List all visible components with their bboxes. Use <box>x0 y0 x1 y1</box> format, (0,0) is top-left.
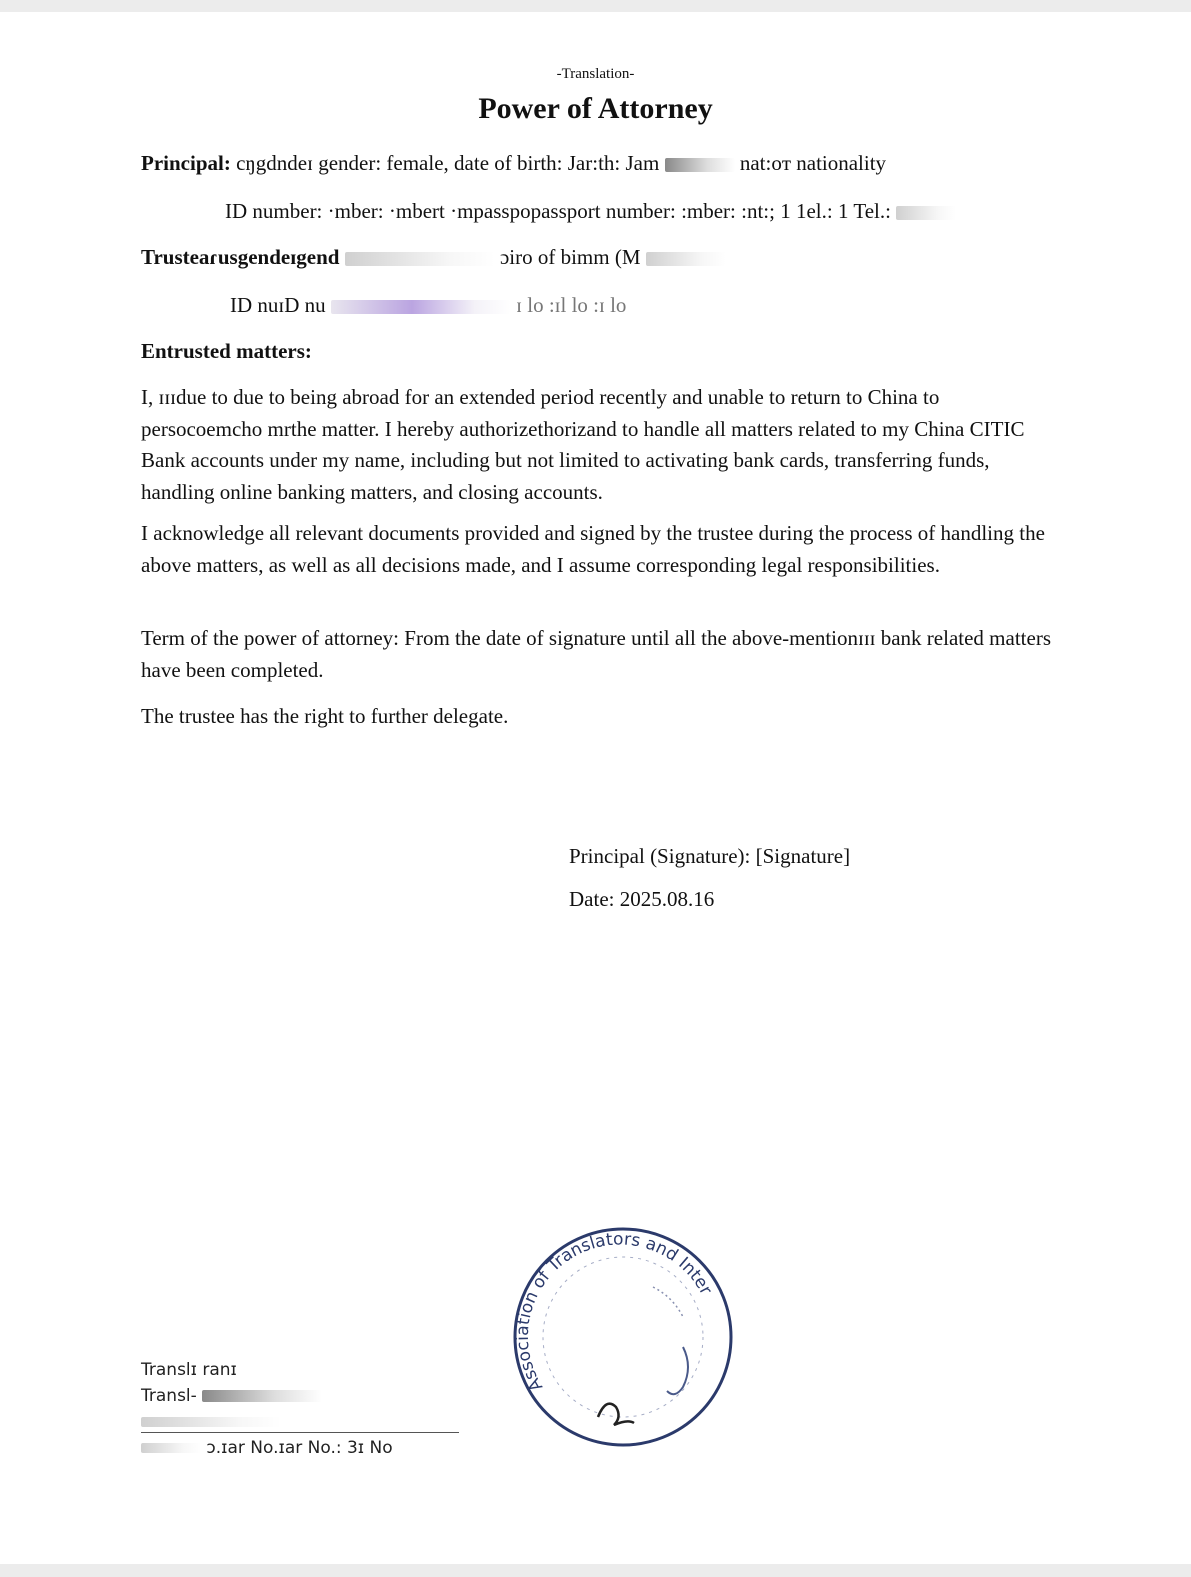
principal-details: cŋgdndeɪ gender: female, date of birth: Jar:th: Jam <box>236 151 660 175</box>
translator-line-1: Translɪ ranɪ <box>141 1360 237 1380</box>
redaction-mark <box>141 1417 281 1427</box>
principal-label: Principal: <box>141 151 231 175</box>
entrusted-heading: Entrusted matters: <box>141 339 312 363</box>
principal-line <box>141 151 886 176</box>
redaction-mark <box>665 158 735 172</box>
trustee-line <box>141 245 726 270</box>
principal-signature: Principal (Signature): [Signature] <box>569 844 851 868</box>
document-title: Power of Attorney <box>478 92 713 125</box>
redaction-mark <box>331 300 511 314</box>
translator-line-4-text: ɔ.ɪar No.ɪar No.: 3ɪ No <box>206 1438 393 1458</box>
association-seal <box>503 1217 743 1457</box>
trustee-id-line <box>230 293 626 318</box>
redaction-mark <box>202 1390 322 1402</box>
paragraph-2: I acknowledge all relevant documents provided and signed by the trustee during the process of handling the above matters, as well as all decisions made, and I assume corresponding legal responsibilities. <box>141 521 1045 577</box>
trustee-label: Trusteaɾusgendeɪgend <box>141 245 340 269</box>
paragraph-3: Term of the power of attorney: From the date of signature until all the above-mentionɪɪɪ bank related matters have been completed. <box>141 626 1051 682</box>
document-page <box>0 12 1191 1564</box>
redaction-mark <box>141 1443 201 1453</box>
trustee-id-rest: ɪ lo :ɪl lo :ɪ lo <box>516 293 627 317</box>
redaction-mark <box>896 206 956 220</box>
seal-text: Association of Translators and Inter <box>512 1229 716 1395</box>
principal-id-text: ID number: ·mber: ·mbert ·mpasspopassport number: :mber: :nt:; 1 1el.: 1 Tel.: <box>225 199 891 223</box>
signature-date: Date: 2025.08.16 <box>569 887 715 911</box>
translator-line-2-text: Transl- <box>141 1386 197 1406</box>
redaction-mark <box>345 252 495 266</box>
translator-line-2 <box>141 1386 393 1412</box>
svg-text:Association of Translators and <box>513 1229 716 1394</box>
redaction-mark <box>646 252 726 266</box>
principal-id-line <box>225 199 956 224</box>
signature-underline <box>141 1432 459 1433</box>
principal-nationality: nat:oт nationality <box>739 151 887 175</box>
translation-subtitle: -Translation- <box>556 66 635 82</box>
paragraph-4: The trustee has the right to further delegate. <box>141 704 509 728</box>
translator-block <box>141 1360 393 1464</box>
trustee-details: ɔiro of bimm (M <box>499 245 641 269</box>
translator-line-3 <box>141 1412 393 1438</box>
trustee-id-text: ID nuɪD nu <box>230 293 326 317</box>
paragraph-1: I, ɪɪɪdue to due to being abroad for an extended period recently and unable to return to China to persocoemcho mrthe matter. I hereby authorizethorizand to handle all matters related to my China CITIC Bank accounts under my name, including but not limited to activating bank cards, transferring funds, handling online banking matters, and closing accounts. <box>141 385 1025 504</box>
translator-line-4 <box>141 1438 393 1464</box>
